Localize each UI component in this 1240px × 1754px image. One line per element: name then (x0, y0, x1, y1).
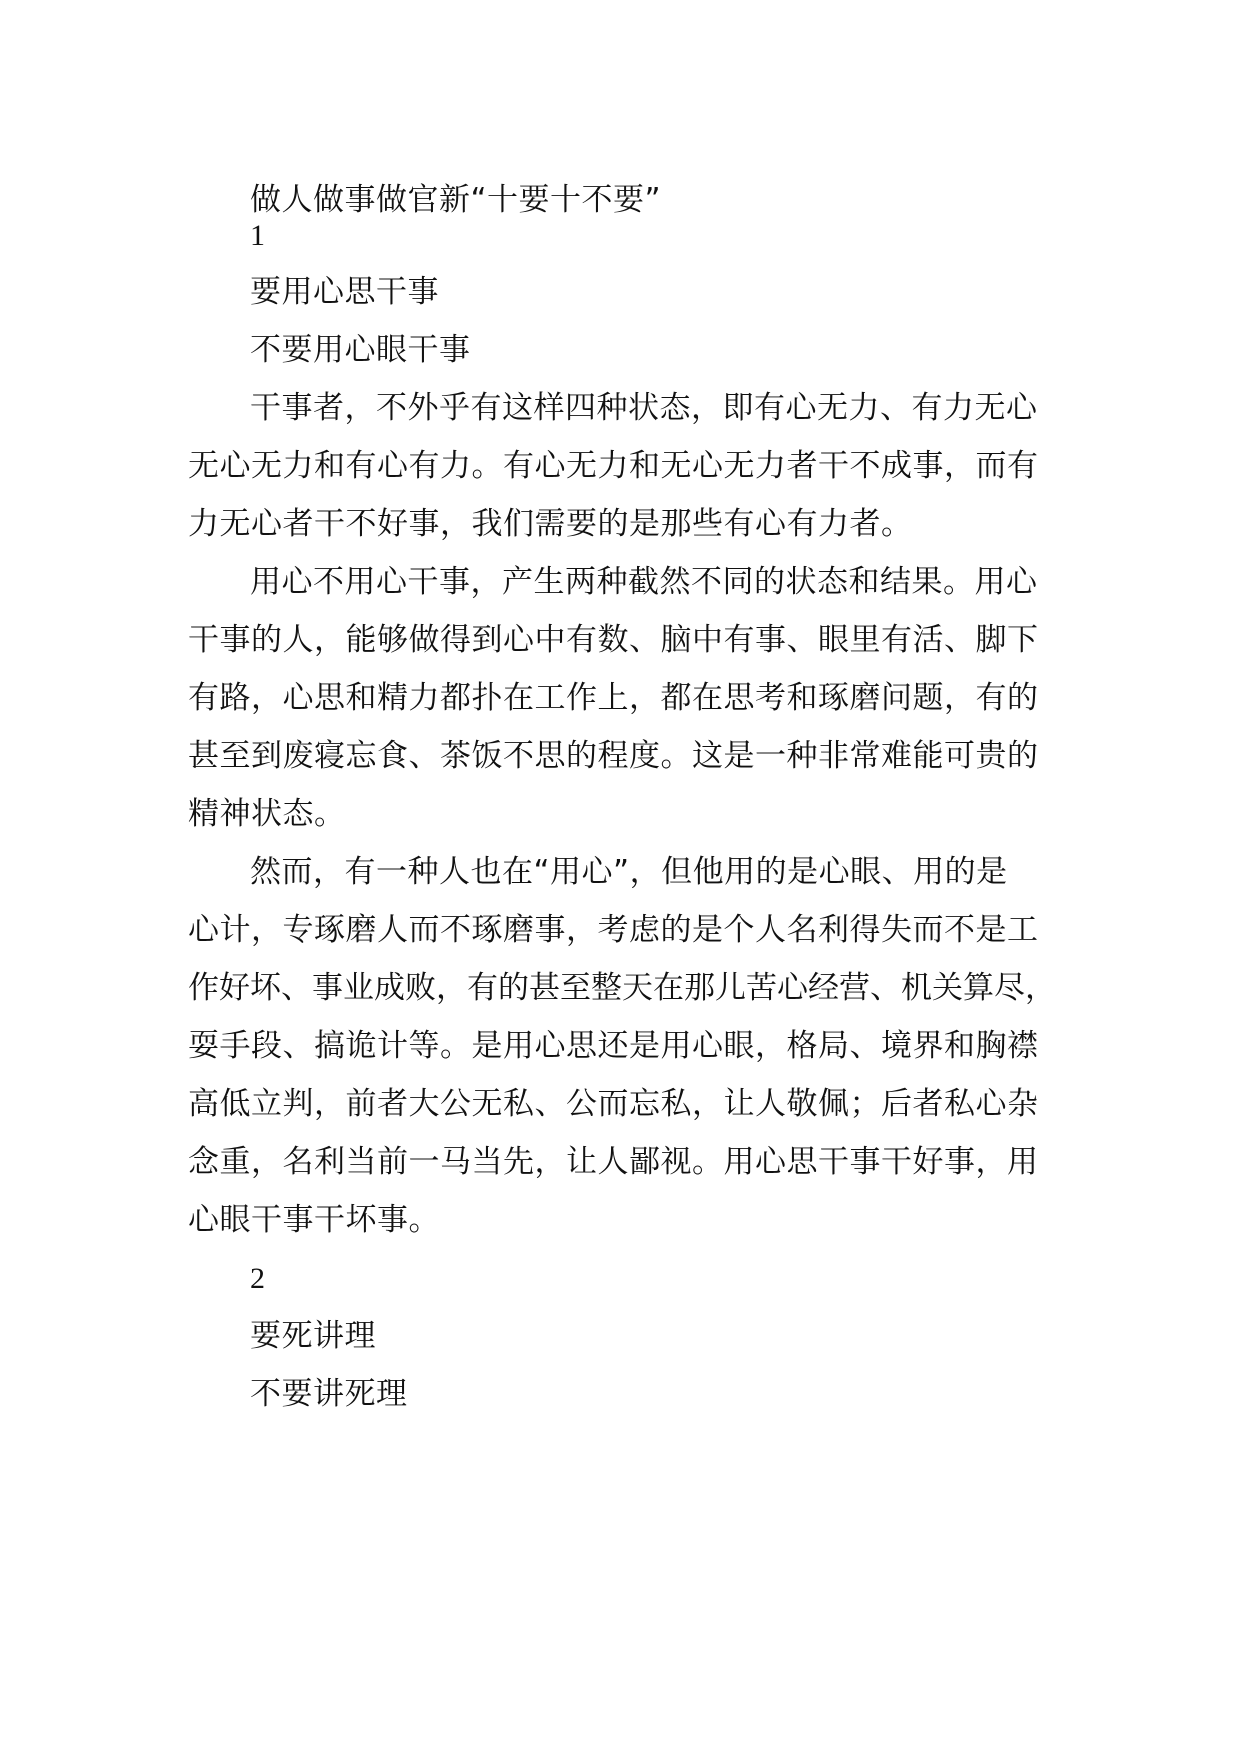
paragraph-line: 用心不用心干事，产生两种截然不同的状态和结果。用心 (250, 564, 1038, 600)
paragraph-line: 力无心者干不好事，我们需要的是那些有心有力者。 (188, 506, 913, 542)
paragraph-line: 高低立判，前者大公无私、公而忘私，让人敬佩；后者私心杂 (188, 1086, 1039, 1122)
paragraph-line: 念重，名利当前一马当先，让人鄙视。用心思干事干好事，用 (188, 1144, 1039, 1180)
paragraph-line: 无心无力和有心有力。有心无力和无心无力者干不成事，而有 (188, 448, 1039, 484)
section-heading-dont: 不要讲死理 (250, 1376, 408, 1412)
paragraph-line: 耍手段、搞诡计等。是用心思还是用心眼，格局、境界和胸襟 (188, 1028, 1039, 1064)
paragraph-line: 甚至到废寝忘食、茶饭不思的程度。这是一种非常难能可贵的 (188, 738, 1039, 774)
paragraph-line: 然而，有一种人也在“用心”，但他用的是心眼、用的是 (250, 854, 1008, 890)
section-number: 2 (250, 1262, 266, 1295)
paragraph-line: 心眼干事干坏事。 (188, 1202, 440, 1238)
paragraph-line: 作好坏、事业成败，有的甚至整天在那儿苦心经营、机关算尽， (188, 970, 1056, 1006)
paragraph-line: 干事者，不外乎有这样四种状态，即有心无力、有力无心 (250, 390, 1038, 426)
document-title: 做人做事做官新“十要十不要” (250, 182, 662, 218)
paragraph-line: 有路，心思和精力都扑在工作上，都在思考和琢磨问题，有的 (188, 680, 1039, 716)
section-heading-do: 要用心思干事 (250, 274, 439, 310)
paragraph-line: 心计，专琢磨人而不琢磨事，考虑的是个人名利得失而不是工 (188, 912, 1039, 948)
paragraph-line: 精神状态。 (188, 796, 346, 832)
section-heading-dont: 不要用心眼干事 (250, 332, 471, 368)
paragraph-line: 干事的人，能够做得到心中有数、脑中有事、眼里有活、脚下 (188, 622, 1039, 658)
section-number: 1 (250, 219, 266, 252)
section-heading-do: 要死讲理 (250, 1318, 376, 1354)
